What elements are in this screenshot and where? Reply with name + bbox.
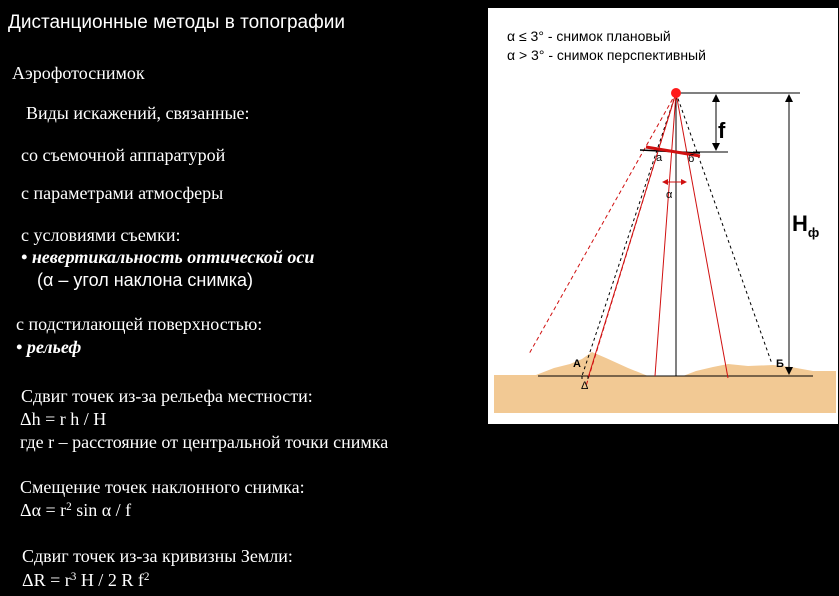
h-arrow-head-top [785,94,793,102]
formula-exponent: 2 [143,570,150,583]
bullet-tilt-text: невертикальность оптической оси [31,247,315,267]
legend-line-1: α ≤ 3° - снимок плановый [507,28,671,44]
formula-part: Δα = r [20,500,67,520]
diagram-svg [488,8,838,424]
slide-title: Дистанционные методы в топографии [8,12,345,33]
earth-shift-label: Сдвиг точек из-за кривизны Земли: [22,546,293,566]
ray-red-outer-left [529,93,676,354]
label-f: f [718,118,726,143]
relief-shift-where: где r – расстояние от центральной точки снимка [20,432,389,452]
distortion-equipment: со съемочной аппаратурой [21,145,226,165]
label-alpha: α [666,189,673,201]
bullet-marker: • [16,337,23,357]
distortion-surface: с подстилающей поверхностью: [16,314,263,334]
bullet-tilt [21,247,314,268]
formula-exponent: 2 [66,500,72,513]
ray-red-solid-mid [655,93,676,376]
relief-shift-label: Сдвиг точек из-за рельефа местности: [21,386,313,406]
label-b: б [688,153,695,165]
tilt-shift-label: Смещение точек наклонного снимка: [20,477,305,497]
section-heading: Аэрофотоснимок [12,63,145,83]
formula-part: H / 2 R f [76,570,144,590]
distortion-conditions: с условиями съемки: [21,225,181,245]
distortions-intro: Виды искажений, связанные: [26,103,250,123]
label-point-a: А [573,358,581,370]
f-arrow-head-bottom [712,143,720,151]
f-arrow-head-top [712,94,720,102]
tilt-note: (α – угол наклона снимка) [37,270,254,290]
distortion-atmosphere: с параметрами атмосферы [21,183,224,203]
label-point-b: Б [776,358,784,370]
label-h-sub: ф [807,225,820,240]
earth-shift-formula [22,570,149,591]
bullet-relief-text: рельеф [26,337,82,357]
focal-point [671,88,681,98]
aerial-photo-diagram [488,8,838,424]
legend-line-2: α > 3° - снимок перспективный [507,47,706,63]
alpha-arrow-head-right [681,179,687,185]
formula-exponent: 3 [70,570,77,583]
formula-part: ΔR = r [22,570,71,590]
alpha-arrow-head-left [662,179,668,185]
bullet-relief [16,337,81,358]
label-a: а [656,152,663,164]
ray-red-solid-left [588,93,676,378]
terrain [494,352,836,413]
formula-part: sin α / f [71,500,132,520]
bullet-marker: • [21,247,28,267]
relief-shift-formula: Δh = r h / H [20,409,107,429]
label-h-main: H [792,211,808,236]
label-delta: Δ [581,380,589,392]
tilt-shift-formula [20,500,131,521]
label-h [792,211,819,240]
